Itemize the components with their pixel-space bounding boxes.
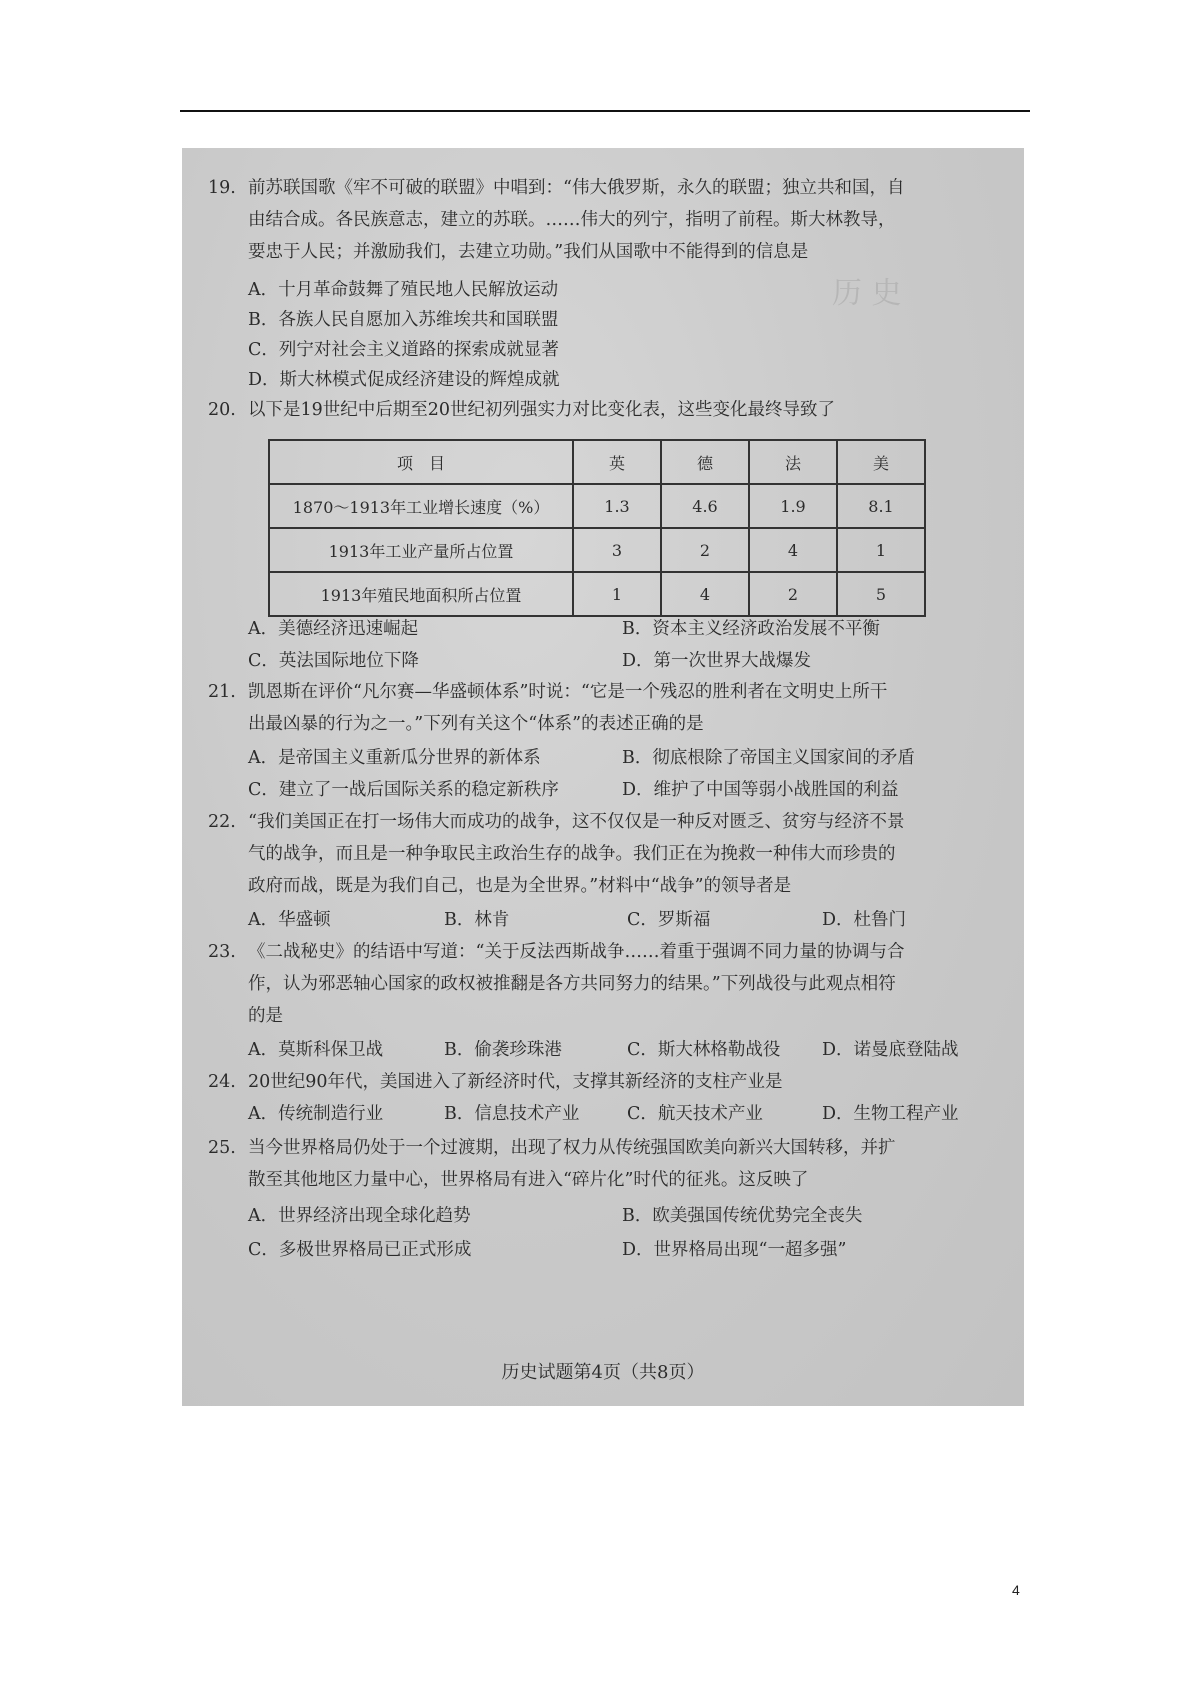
table-cell: 2 xyxy=(749,572,837,616)
option-b: B．偷袭珍珠港 xyxy=(444,1040,562,1060)
power-comparison-table xyxy=(268,439,926,617)
option-d: D．世界格局出现“一超多强” xyxy=(622,1240,847,1260)
option-a: A．是帝国主义重新瓜分世界的新体系 xyxy=(248,748,541,768)
question-text: 前苏联国歌《牢不可破的联盟》中唱到：“伟大俄罗斯，永久的联盟；独立共和国，自 xyxy=(248,178,905,198)
question-text: 作，认为邪恶轴心国家的政权被推翻是各方共同努力的结果。”下列战役与此观点相符 xyxy=(248,974,896,994)
question-text: 《二战秘史》的结语中写道：“关于反法西斯战争……着重于强调不同力量的协调与合 xyxy=(248,942,905,962)
question-text: “我们美国正在打一场伟大而成功的战争，这不仅仅是一种反对匮乏、贫穷与经济不景 xyxy=(248,812,905,832)
header-rule xyxy=(180,110,1030,112)
question-number: 25. xyxy=(208,1138,236,1158)
question-number: 20. xyxy=(208,400,236,420)
question-text: 出最凶暴的行为之一。”下列有关这个“体系”的表述正确的是 xyxy=(248,714,704,734)
question-text: 20世纪90年代，美国进入了新经济时代，支撑其新经济的支柱产业是 xyxy=(248,1072,783,1092)
question-text: 政府而战，既是为我们自己，也是为全世界。”材料中“战争”的领导者是 xyxy=(248,876,792,896)
question-25 xyxy=(208,1132,978,1196)
table-row xyxy=(269,484,925,528)
page-footer: 历史试题第4页（共8页） xyxy=(501,1362,705,1383)
table-cell: 1.3 xyxy=(573,484,661,528)
table-header-cell: 美 xyxy=(837,440,925,484)
question-number: 19. xyxy=(208,178,236,198)
table-cell: 8.1 xyxy=(837,484,925,528)
option-c: C．建立了一战后国际关系的稳定新秩序 xyxy=(248,780,559,800)
question-number: 21. xyxy=(208,682,236,702)
question-22 xyxy=(208,806,978,902)
option-b: B．各族人民自愿加入苏维埃共和国联盟 xyxy=(248,310,559,330)
option-d: D．诺曼底登陆战 xyxy=(822,1040,959,1060)
option-b: B．欧美强国传统优势完全丧失 xyxy=(622,1206,863,1226)
option-a: A．世界经济出现全球化趋势 xyxy=(248,1206,471,1226)
question-number: 23. xyxy=(208,942,236,962)
question-20 xyxy=(208,394,978,426)
question-23 xyxy=(208,936,978,1032)
option-a: A．莫斯科保卫战 xyxy=(248,1040,384,1060)
question-text: 要忠于人民；并激励我们，去建立功勋。”我们从国歌中不能得到的信息是 xyxy=(248,242,809,262)
question-text: 的是 xyxy=(248,1006,283,1026)
option-c: C．斯大林格勒战役 xyxy=(627,1040,781,1060)
option-c: C．罗斯福 xyxy=(627,910,711,930)
table-header-cell: 法 xyxy=(749,440,837,484)
option-d: D．生物工程产业 xyxy=(822,1104,959,1124)
table-header-cell: 项 目 xyxy=(269,440,573,484)
option-b: B．资本主义经济政治发展不平衡 xyxy=(622,619,880,639)
table-cell: 1870～1913年工业增长速度（%） xyxy=(269,484,573,528)
table-cell: 2 xyxy=(661,528,749,572)
table-row xyxy=(269,572,925,616)
bleed-through-mark: 历 史 xyxy=(832,276,902,311)
question-text: 当今世界格局仍处于一个过渡期，出现了权力从传统强国欧美向新兴大国转移，并扩 xyxy=(248,1138,896,1158)
table-cell: 4 xyxy=(661,572,749,616)
table-row xyxy=(269,528,925,572)
option-a: A．传统制造行业 xyxy=(248,1104,384,1124)
table-cell: 1913年殖民地面积所占位置 xyxy=(269,572,573,616)
question-21 xyxy=(208,676,978,740)
question-number: 22. xyxy=(208,812,236,832)
option-c: C．列宁对社会主义道路的探索成就显著 xyxy=(248,340,559,360)
option-c: C．多极世界格局已正式形成 xyxy=(248,1240,472,1260)
option-d: D．斯大林模式促成经济建设的辉煌成就 xyxy=(248,370,560,390)
table-cell: 1 xyxy=(837,528,925,572)
option-b: B．彻底根除了帝国主义国家间的矛盾 xyxy=(622,748,915,768)
option-d: D．维护了中国等弱小战胜国的利益 xyxy=(622,780,899,800)
option-d: D．第一次世界大战爆发 xyxy=(622,651,812,671)
question-text: 气的战争，而且是一种争取民主政治生存的战争。我们正在为挽救一种伟大而珍贵的 xyxy=(248,844,896,864)
question-number: 24. xyxy=(208,1072,236,1092)
table-cell: 4 xyxy=(749,528,837,572)
scanned-exam-page xyxy=(182,148,1024,1406)
question-19 xyxy=(208,172,978,268)
option-c: C．航天技术产业 xyxy=(627,1104,763,1124)
table-cell: 1913年工业产量所占位置 xyxy=(269,528,573,572)
table-header-row xyxy=(269,440,925,484)
option-d: D．杜鲁门 xyxy=(822,910,907,930)
question-text: 凯恩斯在评价“凡尔赛—华盛顿体系”时说：“它是一个残忍的胜利者在文明史上所干 xyxy=(248,682,888,702)
page-number: 4 xyxy=(1012,1582,1020,1598)
table-header-cell: 德 xyxy=(661,440,749,484)
question-24 xyxy=(208,1066,978,1098)
option-a: A．美德经济迅速崛起 xyxy=(248,619,419,639)
table-header-cell: 英 xyxy=(573,440,661,484)
table-cell: 5 xyxy=(837,572,925,616)
option-b: B．信息技术产业 xyxy=(444,1104,580,1124)
option-b: B．林肯 xyxy=(444,910,510,930)
table-cell: 4.6 xyxy=(661,484,749,528)
option-c: C．英法国际地位下降 xyxy=(248,651,419,671)
table-cell: 1.9 xyxy=(749,484,837,528)
question-text: 由结合成。各民族意志，建立的苏联。……伟大的列宁，指明了前程。斯大林教导， xyxy=(248,210,896,230)
option-a: A．华盛顿 xyxy=(248,910,331,930)
option-a: A．十月革命鼓舞了殖民地人民解放运动 xyxy=(248,280,559,300)
table-cell: 1 xyxy=(573,572,661,616)
question-text: 以下是19世纪中后期至20世纪初列强实力对比变化表，这些变化最终导致了 xyxy=(248,400,836,420)
question-text: 散至其他地区力量中心，世界格局有进入“碎片化”时代的征兆。这反映了 xyxy=(248,1170,809,1190)
table-cell: 3 xyxy=(573,528,661,572)
